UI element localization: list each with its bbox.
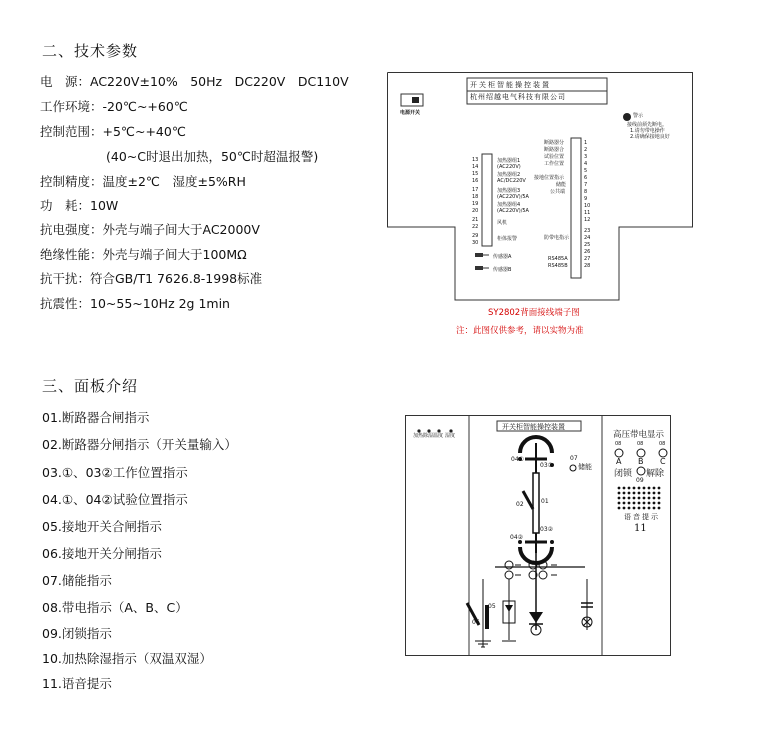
sensor-b-label: 传感器B — [493, 267, 512, 273]
rt-25: 25 — [584, 242, 591, 248]
rt-27: 27 — [584, 256, 591, 262]
lt-15: 15 — [472, 171, 479, 177]
spec-power: 电 源：AC220V±10% 50Hz DC220V DC110V — [40, 74, 349, 89]
warning-line-3: 2.请确保接地良好 — [630, 134, 670, 140]
rt-26: 26 — [584, 249, 591, 255]
voice-label: 语音提示 — [624, 513, 660, 521]
rt-11: 11 — [584, 210, 591, 216]
ll-heater3-v: (AC220V)/5A — [497, 194, 529, 200]
rl-anti-live: 防带电指示 — [544, 235, 570, 241]
wiring-caption: SY2802背面接线端子图 — [488, 308, 580, 318]
panel-item-07: 07.储能指示 — [42, 573, 112, 588]
panel-item-10: 10.加热除湿指示（双温双湿） — [42, 651, 212, 666]
panel-item-09: 09.闭锁指示 — [42, 626, 112, 641]
wiring-title-2: 杭州绍越电气科技有限公司 — [470, 93, 566, 101]
hv-title: 高压带电显示 — [613, 430, 665, 440]
rt-24: 24 — [584, 235, 591, 241]
lt-29: 29 — [472, 233, 479, 239]
phase-c: C — [660, 457, 666, 466]
rt-12: 12 — [584, 217, 591, 223]
label-04b: 04② — [510, 534, 524, 541]
lt-18: 18 — [472, 194, 479, 200]
led-temp: 温度 — [433, 433, 444, 439]
lt-20: 20 — [472, 208, 479, 214]
ll-heater1: 加热器组1 — [497, 158, 521, 164]
spec-emc: 抗干扰：符合GB/T1 7626.8-1998标准 — [40, 271, 263, 286]
rl-storage: 储能 — [556, 182, 567, 188]
label-03b: 03② — [540, 526, 554, 533]
panel-item-08: 08.带电指示（A、B、C） — [42, 600, 188, 615]
ll-heater2: 加热器组2 — [497, 172, 521, 178]
label-02: 02 — [516, 501, 524, 508]
spec-precision: 控制精度：温度±2℃ 湿度±5%RH — [40, 174, 246, 189]
rt-5: 5 — [584, 168, 588, 174]
led-heat: 加热 — [413, 433, 424, 439]
label-07-text: 储能 — [578, 463, 592, 471]
code-11: 11 — [634, 523, 647, 534]
panel-item-02: 02.断路器分闸指示（开关量输入） — [42, 437, 237, 452]
wiring-diagram — [387, 72, 693, 304]
rl-common: 公共端 — [550, 189, 566, 195]
label-07: 07 — [570, 455, 578, 462]
section-title-specs: 二、技术参数 — [42, 42, 139, 60]
rt-1: 1 — [584, 140, 588, 146]
label-01: 01 — [541, 498, 549, 505]
spec-control-range: 控制范围：+5℃~+40℃ — [40, 124, 186, 139]
ll-heater2-v: AC/DC220V — [497, 178, 526, 184]
wiring-title-1: 开关柜智能操控装置 — [470, 81, 551, 89]
lock-label: 闭锁 — [614, 469, 633, 479]
warning-title: 警示 — [633, 113, 644, 119]
warning-line-2: 1.请勿带电操作 — [630, 128, 665, 134]
rt-8: 8 — [584, 189, 588, 195]
code-09: 09 — [636, 477, 644, 484]
ll-heater4: 加热器组4 — [497, 202, 521, 208]
rt-23: 23 — [584, 228, 591, 234]
ll-heater1-v: (AC220V) — [497, 164, 521, 170]
spec-dielectric: 抗电强度：外壳与端子间大于AC2000V — [40, 222, 260, 237]
led-dehumid: 除湿 — [423, 433, 434, 439]
lt-21: 21 — [472, 217, 479, 223]
ll-heater3: 加热器组3 — [497, 188, 521, 194]
label-03a: 03① — [540, 462, 554, 469]
wiring-note: 注：此图仅供参考，请以实物为准 — [456, 326, 584, 336]
panel-item-03: 03.①、03②工作位置指示 — [42, 465, 188, 480]
rl-cb-close: 断路器合 — [544, 147, 565, 153]
rl-earth-pos: 接地位置指示 — [534, 175, 565, 181]
warning-line-1: 接线前须先断电。 — [627, 122, 668, 128]
panel-item-05: 05.接地开关合闸指示 — [42, 519, 162, 534]
section-title-panel: 三、面板介绍 — [42, 377, 139, 395]
rl-test-pos: 试验位置 — [544, 154, 565, 160]
unlock-label: 解除 — [646, 469, 665, 479]
panel-item-11: 11.语音提示 — [42, 676, 112, 691]
lt-19: 19 — [472, 201, 479, 207]
rt-9: 9 — [584, 196, 588, 202]
lt-16: 16 — [472, 178, 479, 184]
panel-item-04: 04.①、04②试验位置指示 — [42, 492, 188, 507]
label-04a: 04① — [511, 456, 525, 463]
phase-a: A — [616, 457, 622, 466]
panel-item-01: 01.断路器合闸指示 — [42, 410, 150, 425]
hv-code-c: 08 — [659, 441, 666, 447]
rt-2: 2 — [584, 147, 588, 153]
ll-heater4-v: (AC220V)/5A — [497, 208, 529, 214]
label-05: 05 — [488, 603, 496, 610]
lt-14: 14 — [472, 164, 479, 170]
rt-3: 3 — [584, 154, 588, 160]
spec-vibration: 抗震性：10~55~10Hz 2g 1min — [40, 296, 230, 311]
hv-code-b: 08 — [637, 441, 644, 447]
lt-13: 13 — [472, 157, 479, 163]
rt-4: 4 — [584, 161, 588, 167]
power-switch-label: 电源开关 — [400, 110, 421, 116]
hv-code-a: 08 — [615, 441, 622, 447]
panel-title: 开关柜智能操控装置 — [502, 423, 565, 431]
rl-cb-open: 断路器分 — [544, 140, 565, 146]
led-humid: 湿度 — [445, 433, 456, 439]
spec-environment: 工作环境：-20℃~+60℃ — [40, 99, 188, 114]
front-panel-diagram — [405, 415, 671, 657]
lt-30: 30 — [472, 240, 479, 246]
rt-6: 6 — [584, 175, 588, 181]
spec-power-consumption: 功 耗：10W — [40, 198, 119, 213]
lt-17: 17 — [472, 187, 479, 193]
spec-insulation: 绝缘性能：外壳与端子间大于100MΩ — [40, 247, 247, 262]
spec-control-note: (40~C时退出加热，50℃时超温报警) — [106, 149, 319, 164]
sensor-a-label: 传感器A — [493, 254, 512, 260]
rl-rs485b: RS485B — [548, 263, 568, 269]
rl-rs485a: RS485A — [548, 256, 568, 262]
rt-7: 7 — [584, 182, 588, 188]
panel-item-06: 06.接地开关分闸指示 — [42, 546, 162, 561]
ll-fan: 风机 — [497, 220, 508, 226]
rt-28: 28 — [584, 263, 591, 269]
lt-22: 22 — [472, 224, 479, 230]
phase-b: B — [638, 457, 644, 466]
ll-alarm: 柜体报警 — [497, 236, 518, 242]
rl-work-pos: 工作位置 — [544, 161, 565, 167]
rt-10: 10 — [584, 203, 591, 209]
label-06: 06 — [472, 619, 480, 626]
